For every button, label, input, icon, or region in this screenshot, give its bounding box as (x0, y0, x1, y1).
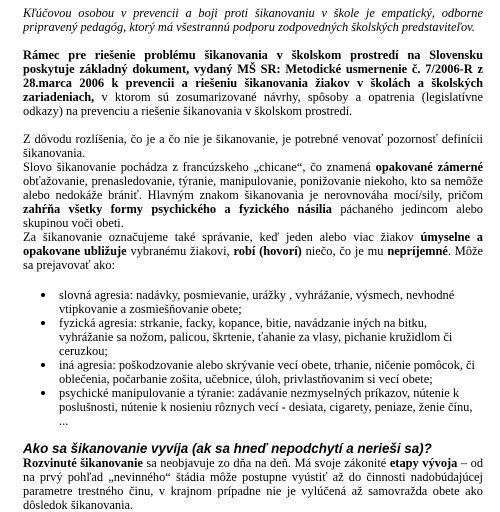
origin-paragraph (23, 160, 483, 230)
def-text-3: niečo, čo je mu (301, 244, 388, 258)
def-bold-3: robí (hovorí) (233, 244, 302, 258)
aggression-list (23, 288, 483, 428)
reason-paragraph: Z dôvodu rozlíšenia, čo je a čo nie je šikanovanie, je potrebné venovať pozornosť definícii šikanovania. (23, 132, 483, 160)
list-item: psychické manipulovanie a týranie: zadávanie nezmyselných príkazov, nútenie k poslušnosti, nútenie k nosieniu rôznych vecí - desiata, cigarety, peniaze, ženie čínu, ... (49, 386, 483, 428)
origin-text-2: obťažovanie, prenasledovanie, týranie, manipulovanie, ponižovanie niekoho, kto sa nemôže alebo nedokáže brániť. Hlavným znakom šikanovania je nerovnováha mocí/sily, pričom (23, 174, 483, 202)
origin-text-3: páchaného jedincom alebo skupinou voči obeti. (23, 202, 483, 230)
list-item: slovná agresia: nadávky, posmievanie, urážky , vyhrážanie, výsmech, nevhodné vtipkovanie a zosmiešňovanie obete; (49, 288, 483, 316)
def-text-2: vybranému žiakovi, (126, 244, 234, 258)
origin-text-1: Slovo šikanovanie pochádza z francúzskeho „chicane“, čo znamená (23, 160, 376, 174)
framework-paragraph (23, 48, 483, 118)
origin-bold-2: zahŕňa všetky formy psychického a fyzického násilia (23, 202, 332, 216)
framework-bold: Rámec pre riešenie problému šikanovania v školskom prostredí na Slovensku poskytuje základný dokument, vydaný MŠ SR: Metodické usmernenie č. 7/2006-R z 28.marca 2006 k prevencii a riešeniu šikanovania žiakov v školách a školských zariadeniach, (23, 48, 483, 104)
origin-bold-1: opakované zámerné (375, 160, 483, 174)
def-text-1: Za šikanovanie označujeme také správanie, keď jeden alebo viac žiakov (23, 230, 421, 244)
list-item: iná agresia: poškodzovanie alebo skrývanie vecí obete, trhanie, ničenie pomôcok, či oblečenia, počarbanie zošita, učebnice, úloh, privlastňovanim si vecí obete; (49, 358, 483, 386)
def-text-4: . Môže sa prejavovať ako: (23, 244, 484, 272)
definition-paragraph (23, 230, 483, 272)
def-space (470, 230, 477, 244)
dev-bold-2: etapy vývoja (389, 456, 458, 470)
document-page (23, 6, 483, 512)
list-item: fyzická agresia: strkanie, facky, kopance, bitie, navádzanie iných na bitku, vyhrážanie sa nožom, palicou, škrtenie, ťahanie za vlasy, pichanie kružidlom či ceruzkou; (49, 316, 483, 358)
intro-paragraph: Kľúčovou osobou v prevencii a boji proti šikanovaniu v škole je empatický, odborne pripravený pedagóg, ktorý má všestrannú podporu zodpovedných školských predstaviteľov. (23, 6, 483, 34)
framework-tail: v ktorom sú zosumarizované návrhy, spôsoby a opatrenia (legislatívne odkazy) na prevenciu a riešenie šikanovania v školskom prostredí. (23, 90, 483, 118)
def-bold-1: úmyselne (420, 230, 471, 244)
dev-text-1: sa neobjavuje zo dňa na deň. Má svoje zákonité (142, 456, 390, 470)
def-bold-4: nepríjemné (387, 244, 448, 258)
development-paragraph (23, 456, 483, 512)
section-heading: Ako sa šikanovanie vyvíja (ak sa hneď nepodchytí a nerieši sa)? (23, 441, 432, 456)
dev-bold-1: Rozvinuté šikanovanie (23, 456, 143, 470)
def-bold-2: a opakovane ubližuje (23, 230, 483, 258)
dev-text-2: – od na prvý pohľad „nevinného“ štádia môže postupne vyústiť až do činnosti nadobúdajúcej parametre trestného činu, v krajnom prípadne nie je vylúčená až samovražda obete ako dôsledok šikanovania. (23, 456, 484, 512)
